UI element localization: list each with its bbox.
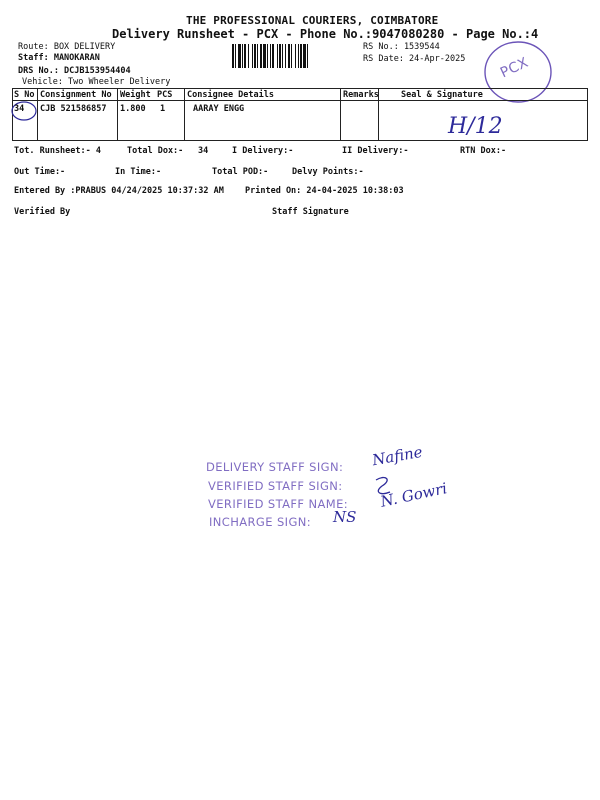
table-header-bottom <box>12 100 588 101</box>
barcode <box>232 44 356 68</box>
header-pcs: PCS <box>157 90 173 100</box>
handwritten-delivery-sign: Nafine <box>370 442 424 470</box>
handwritten-verified-name: N. Gowri <box>378 479 449 511</box>
company-name: THE PROFESSIONAL COURIERS, COIMBATORE <box>186 14 439 27</box>
stamp-verified-staff-name: VERIFIED STAFF NAME: <box>208 497 349 511</box>
row-consignee: AARAY ENGG <box>193 104 245 114</box>
pcx-stamp-text: PCX <box>497 54 532 82</box>
printed-on: Printed On: 24-04-2025 10:38:03 <box>245 186 404 196</box>
runsheet-title: Delivery Runsheet - PCX - Phone No.:9047080280 - Page No.:4 <box>112 27 539 41</box>
rtn-dox: RTN Dox:- <box>460 146 507 156</box>
header-weight: Weight <box>120 90 151 100</box>
header-seal-signature: Seal & Signature <box>401 90 483 100</box>
entered-by: Entered By :PRABUS 04/24/2025 10:37:32 AM <box>14 186 224 196</box>
header-consignee: Consignee Details <box>187 90 274 100</box>
stamp-incharge-sign: INCHARGE SIGN: <box>209 515 312 529</box>
col-divider <box>587 88 588 140</box>
handwritten-incharge-sign: NS <box>333 508 357 526</box>
total-pod: Total POD:- <box>212 167 269 177</box>
in-time: In Time:- <box>115 167 162 177</box>
total-dox-label: Total Dox:- <box>127 146 184 156</box>
staff-signature-label: Staff Signature <box>272 207 349 217</box>
header-sno: S No <box>14 90 35 100</box>
delvy-points: Delvy Points:- <box>292 167 364 177</box>
header-remarks: Remarks <box>343 90 379 100</box>
col-divider <box>117 88 118 140</box>
col-divider <box>340 88 341 140</box>
drs-number: DRS No.: DCJB153954404 <box>18 66 131 76</box>
out-time: Out Time:- <box>14 167 66 177</box>
row-sno: 34 <box>14 104 25 114</box>
vehicle-label: Vehicle: Two Wheeler Delivery <box>22 77 171 87</box>
verified-by: Verified By <box>14 207 71 217</box>
staff-label: Staff: MANOKARAN <box>18 53 100 63</box>
table-top-border <box>12 88 588 89</box>
route-label: Route: BOX DELIVERY <box>18 42 116 52</box>
i-delivery: I Delivery:- <box>232 146 294 156</box>
total-dox-value: 34 <box>198 146 209 156</box>
rs-number: RS No.: 1539544 <box>363 42 440 52</box>
row-weight: 1.800 <box>120 104 146 114</box>
tot-runsheet: Tot. Runsheet:- 4 <box>14 146 101 156</box>
header-consignment: Consignment No <box>40 90 112 100</box>
ii-delivery: II Delivery:- <box>342 146 409 156</box>
table-bottom-border <box>12 140 588 141</box>
rs-date: RS Date: 24-Apr-2025 <box>363 54 466 64</box>
row-handwritten-signature: H/12 <box>448 114 503 139</box>
col-divider <box>184 88 185 140</box>
row-pcs: 1 <box>160 104 166 114</box>
row-consignment: CJB 521586857 <box>40 104 107 114</box>
stamp-delivery-staff-sign: DELIVERY STAFF SIGN: <box>206 460 344 474</box>
stamp-verified-staff-sign: VERIFIED STAFF SIGN: <box>208 479 343 493</box>
